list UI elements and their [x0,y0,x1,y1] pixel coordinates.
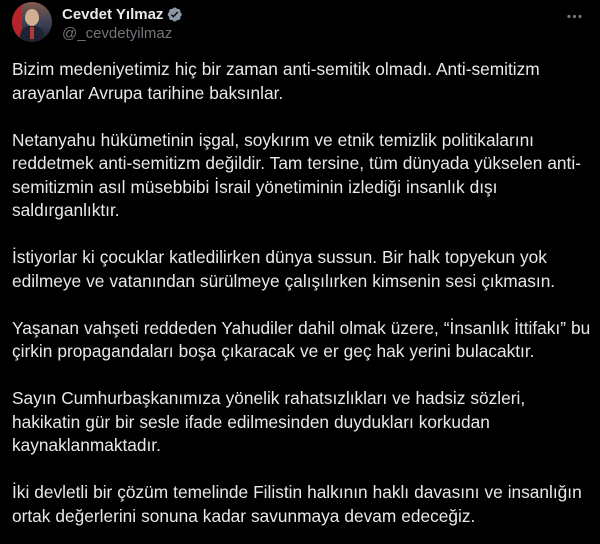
tweet-paragraph: Netanyahu hükümetinin işgal, soykırım ve etnik temizlik politikalarını reddetmek anti-semitizm değildir. Tam tersine, tüm dünyada yükselen anti-semitizmin asıl müsebbibi İsrail yönetiminin izlediği insanlık dışı saldırganlıktır. [12,129,581,220]
avatar-tie [30,27,34,39]
avatar-face [25,9,39,26]
tweet-paragraph: İki devletli bir çözüm temelinde Filistin halkının haklı davasını ve insanlığın ortak değerlerini sonuna kadar savunmaya devam edeceğiz. [12,482,582,526]
tweet-paragraph: Bizim medeniyetimiz hiç bir zaman anti-semitik olmadı. Anti-semitizm arayanlar Avrupa tarihine baksınlar. [12,59,540,103]
tweet-paragraph: Yaşanan vahşeti reddeden Yahudiler dahil olmak üzere, “İnsanlık İttifakı” bu çirkin propagandaları boşa çıkaracak ve er geç hak yerini bulacaktır. [12,317,591,361]
author-name-row [62,5,183,23]
author-display-name[interactable]: Cevdet Yılmaz [62,5,164,23]
verified-badge-icon[interactable] [166,6,183,23]
author-avatar[interactable] [12,2,52,42]
tweet-paragraph: İstiyorlar ki çocuklar katledilirken dünya sussun. Bir halk topyekun yok edilmeye ve vatanından sürülmeye çalışılırken kimsenin sesi çıkmasın. [12,247,556,291]
more-options-button[interactable] [564,6,584,26]
author-handle[interactable]: @_cevdetyilmaz [62,25,173,42]
more-horizontal-icon [565,7,584,26]
tweet-text [12,58,592,528]
tweet-paragraph: Sayın Cumhurbaşkanımıza yönelik rahatsızlıkları ve hadsiz sözleri, hakikatin gür bir sesle ifade edilmesinden duydukları korkudan kaynaklanmaktadır. [12,388,526,455]
